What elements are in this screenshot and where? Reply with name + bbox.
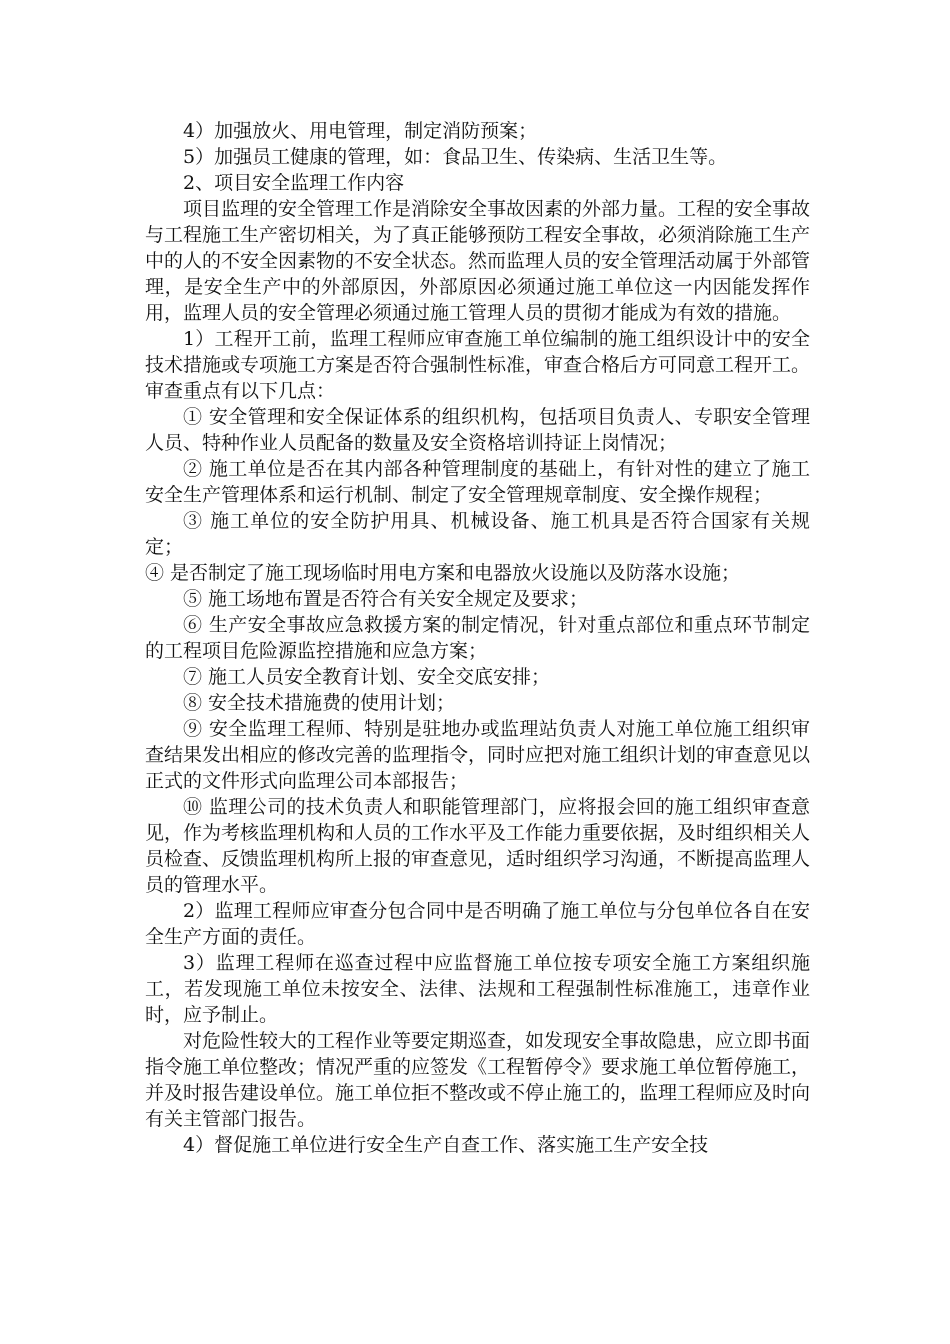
paragraph: 4）加强放火、用电管理，制定消防预案； (183, 120, 538, 142)
list-item: ④ 是否制定了施工现场临时用电方案和电器放火设施以及防落水设施； (145, 562, 741, 584)
list-item: ② 施工单位是否在其内部各种管理制度的基础上，有针对性的建立了施工安全生产管理体系和运行机制、制定了安全管理规章制度、安全操作规程； (145, 458, 810, 506)
list-item: ⑧ 安全技术措施费的使用计划； (183, 692, 456, 714)
paragraph: 3）监理工程师在巡查过程中应监督施工单位按专项安全施工方案组织施工，若发现施工单位未按安全、法律、法规和工程强制性标准施工，违章作业时，应予制止。 (145, 952, 810, 1026)
paragraph: 项目监理的安全管理工作是消除安全事故因素的外部力量。工程的安全事故与工程施工生产密切相关，为了真正能够预防工程安全事故，必须消除施工生产中的人的不安全因素物的不安全状态。然而监理人员的安全管理活动属于外部管理，是安全生产中的外部原因，外部原因必须通过施工单位这一内因能发挥作用，监理人员的安全管理必须通过施工管理人员的贯彻才能成为有效的措施。 (145, 198, 811, 324)
list-item: ⑨ 安全监理工程师、特别是驻地办或监理站负责人对施工单位施工组织审查结果发出相应的修改完善的监理指令，同时应把对施工组织计划的审查意见以正式的文件形式向监理公司本部报告； (145, 718, 811, 792)
section-heading: 2、项目安全监理工作内容 (183, 172, 405, 194)
list-item: ⑤ 施工场地布置是否符合有关安全规定及要求； (183, 588, 589, 610)
paragraph: 5）加强员工健康的管理，如：食品卫生、传染病、生活卫生等。 (183, 146, 728, 168)
list-item: ③ 施工单位的安全防护用具、机械设备、施工机具是否符合国家有关规定； (145, 510, 810, 558)
list-item: ⑩ 监理公司的技术负责人和职能管理部门，应将报会回的施工组织审查意见，作为考核监理机构和人员的工作水平及工作能力重要依据，及时组织相关人员检查、反馈监理机构所上报的审查意见，适时组织学习沟通，不断提高监理人员的管理水平。 (145, 796, 811, 896)
list-item: ⑥ 生产安全事故应急救援方案的制定情况，针对重点部位和重点环节制定的工程项目危险源监控措施和应急方案； (145, 614, 810, 662)
paragraph: 对危险性较大的工程作业等要定期巡查，如发现安全事故隐患，应立即书面指令施工单位整改；情况严重的应签发《工程暂停令》要求施工单位暂停施工，并及时报告建设单位。施工单位拒不整改或不停止施工的，监理工程师应及时向有关主管部门报告。 (145, 1030, 811, 1130)
list-item: ① 安全管理和安全保证体系的组织机构，包括项目负责人、专职安全管理人员、特种作业人员配备的数量及安全资格培训持证上岗情况； (145, 406, 810, 454)
list-item: ⑦ 施工人员安全教育计划、安全交底安排； (183, 666, 551, 688)
document-page (145, 118, 810, 1158)
paragraph: 1）工程开工前，监理工程师应审查施工单位编制的施工组织设计中的安全技术措施或专项施工方案是否符合强制性标准，审查合格后方可同意工程开工。审查重点有以下几点： (145, 328, 811, 402)
paragraph: 4）督促施工单位进行安全生产自查工作、落实施工生产安全技 (183, 1134, 709, 1156)
paragraph: 2）监理工程师应审查分包合同中是否明确了施工单位与分包单位各自在安全生产方面的责任。 (145, 900, 810, 948)
